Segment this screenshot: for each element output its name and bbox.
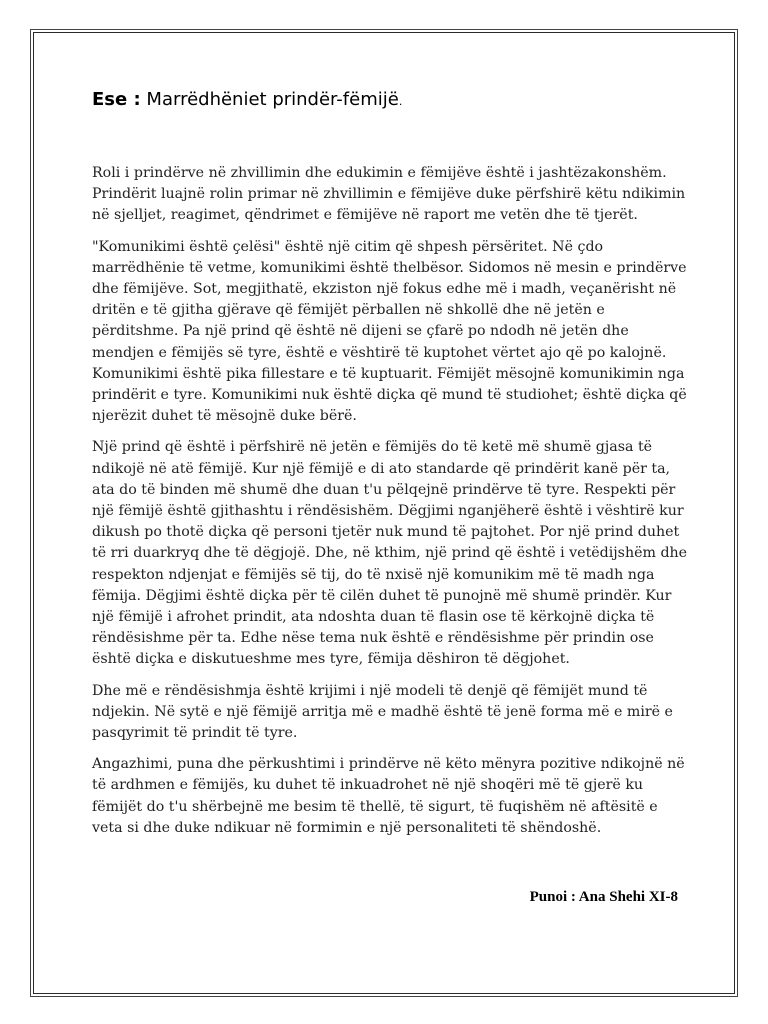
paragraph-3: Një prind që është i përfshirë në jetën e fëmijës do të ketë më shumë gjasa të ndikojë në atë fëmijë. Kur një fëmijë e di ato standarde që prindërit kanë për ta, ata do të binden më shumë dhe duan t'u pëlqejnë prindërve të tyre. Respekti për një fëmijë është gjithashtu i rëndësishëm. Dëgjimi nganjëherë është i vështirë kur dikush po thotë diçka që personi tjetër nuk mund të pajtohet. Por një prind duhet të rri duarkryq dhe të dëgjojë. Dhe, në kthim, një prind që është i vetëdijshëm dhe respekton ndjenjat e fëmijës së tij, do të nxisë një komunikim më të madh nga fëmija. Dëgjimi është diçka për të cilën duhet të punojnë më shumë prindër. Kur një fëmijë i afrohet prindit, ata ndoshta duan të flasin ose të kërkojnë diçka të rëndësishme për ta. Edhe nëse tema nuk është e rëndësishme për prindin ose është diçka e diskutueshme mes tyre, fëmija dëshiron të dëgjohet. xyxy=(92,439,688,668)
paragraph-4: Dhe më e rëndësishmja është krijimi i një modeli të denjë që fëmijët mund të ndjekin. Në sytë e një fëmijë arritja më e madhë është të jenë forma më e mirë e pasqyrimit të prindit të tyre. xyxy=(92,682,673,742)
paragraph-2: "Komunikimi është çelësi" është një citim që shpesh përsëritet. Në çdo marrëdhënie të vetme, komunikimi është thelbësor. Sidomos në mesin e prindërve dhe fëmijëve. Sot, megjithatë, ekziston një fokus edhe më i madh, veçanërisht në dritën e të gjitha gjërave që fëmijët përballen në shkollë dhe në jetën e përditshme. Pa një prind që është në dijeni se çfarë po ndodh në jetën dhe mendjen e fëmijës së tyre, është e vështirë të kuptohet vërtet ajo që po kalojnë. Komunikimi është pika fillestare e të kuptuarit. Fëmijët mësojnë komunikimin nga prindërit e tyre. Komunikimi nuk është diçka që mund të studiohet; është diçka që njerëzit duhet të mësojnë duke bërë. xyxy=(92,238,687,425)
title-label: Ese : xyxy=(92,89,141,110)
paragraph-1: Roli i prindërve në zhvillimin dhe edukimin e fëmijëve është i jashtëzakonshëm. Prindërit luajnë rolin primar në zhvillimin e fëmijëve duke përfshirë këtu ndikimin në sjelljet, reagimet, qëndrimet e fëmijëve në raport me vetën dhe të tjerët. xyxy=(92,165,686,224)
document-body xyxy=(92,86,692,849)
title-dot: . xyxy=(398,95,403,108)
author-signature: Punoi : Ana Shehi XI-8 xyxy=(529,889,678,905)
title-text: Marrëdhëniet prindër-fëmijë xyxy=(146,89,399,110)
paragraph-5: Angazhimi, puna dhe përkushtimi i prindërve në këto mënyra pozitive ndikojnë në të ardhmen e fëmijës, ku duhet të inkuadrohet në një shoqëri më të gjerë ku fëmijët do t'u shërbejnë me besim të thellë, të sigurt, të fuqishëm në aftësitë e veta si dhe duke ndikuar në formimin e një personaliteti të shëndoshë. xyxy=(92,756,685,836)
document-title xyxy=(92,86,692,116)
